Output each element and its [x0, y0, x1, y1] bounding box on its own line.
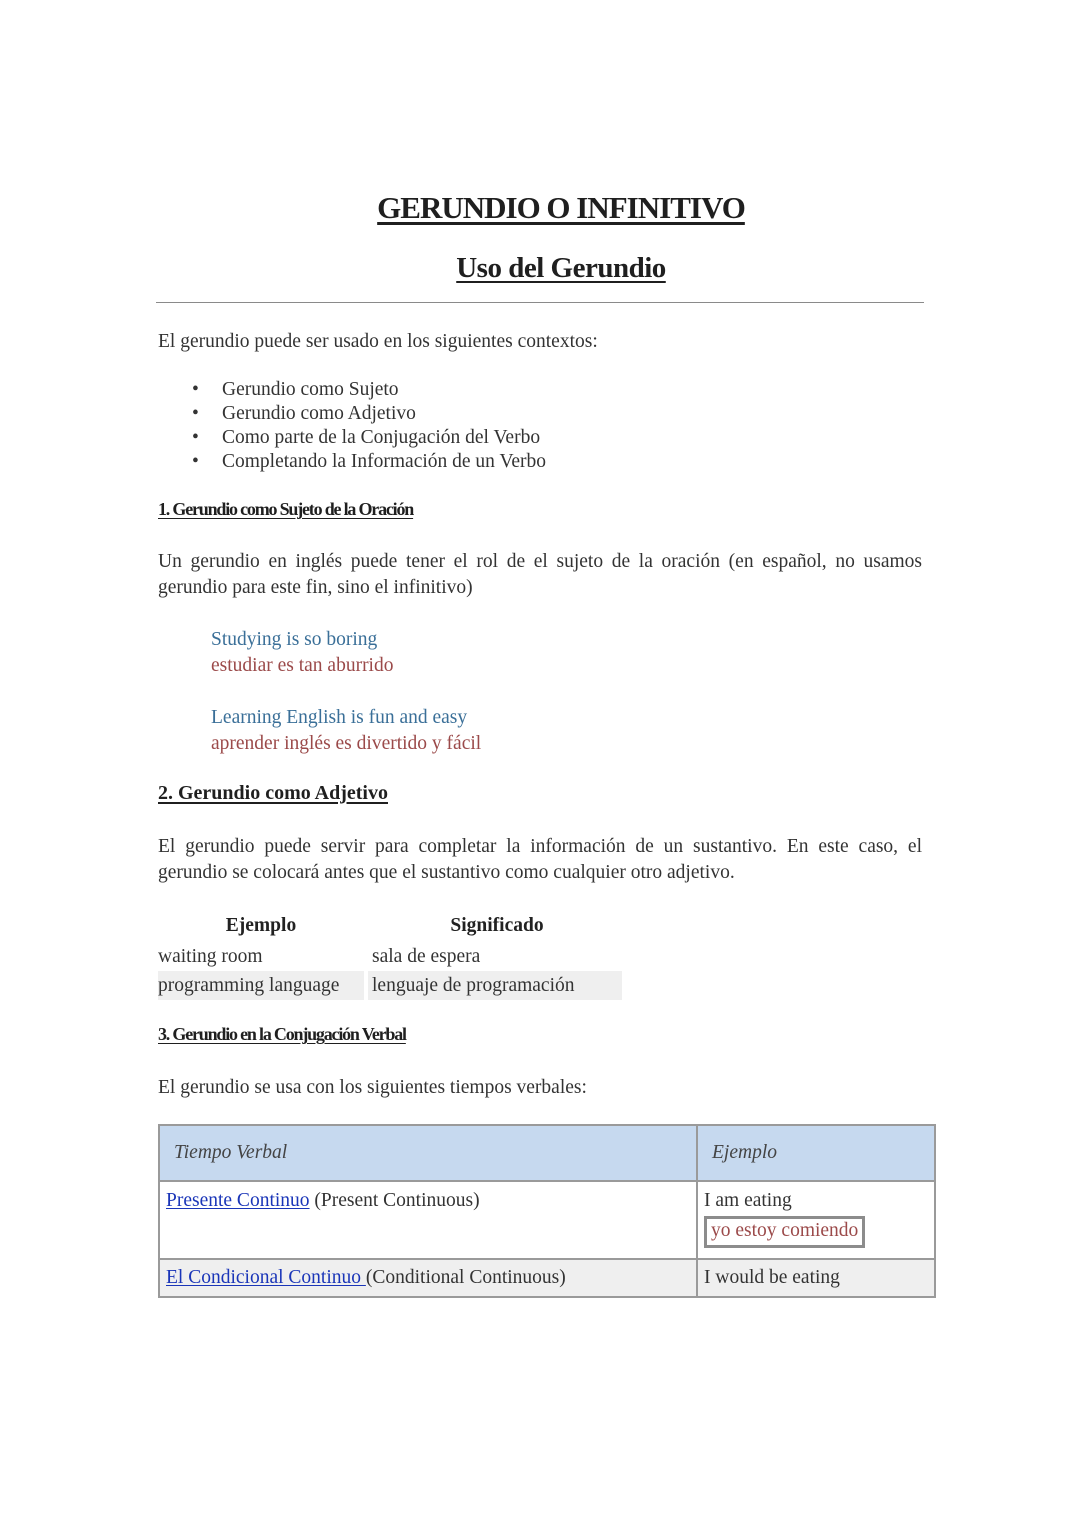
example-spanish: aprender inglés es divertido y fácil: [211, 733, 482, 754]
tense-table: [158, 1124, 936, 1298]
list-item: • Completando la Información de un Verbo: [192, 451, 547, 472]
section3-paragraph: El gerundio se usa con los siguientes tiempos verbales:: [158, 1077, 587, 1098]
table-row: [158, 942, 622, 971]
table-row: [159, 1259, 935, 1297]
table-header-row: [159, 1125, 935, 1181]
bullet-icon: •: [192, 379, 199, 400]
column-header: Tiempo Verbal: [159, 1125, 697, 1181]
example-english: Studying is so boring: [211, 629, 378, 650]
list-item: • Como parte de la Conjugación del Verbo: [192, 427, 541, 448]
column-header: Ejemplo: [225, 915, 297, 936]
table-cell: I am eating yo estoy comiendo: [697, 1181, 935, 1259]
bullet-icon: •: [192, 427, 199, 448]
adjective-table: [158, 912, 622, 1000]
list-item: • Gerundio como Adjetivo: [192, 403, 416, 424]
section1-paragraph: Un gerundio en inglés puede tener el rol de el sujeto de la oración (en español, no usamos gerundio para este fin, sino el infinitivo): [158, 551, 922, 598]
table-cell: lenguaje de programación: [368, 971, 622, 1000]
table-row: [159, 1181, 935, 1259]
table-cell: programming language: [158, 971, 364, 1000]
page-subtitle: Uso del Gerundio: [456, 252, 666, 284]
section2-heading: 2. Gerundio como Adjetivo: [158, 782, 388, 804]
translation-box: yo estoy comiendo: [704, 1216, 865, 1248]
table-cell: sala de espera: [372, 945, 481, 967]
horizontal-rule: [156, 302, 924, 303]
table-cell: El Condicional Continuo (Conditional Continuous): [159, 1259, 697, 1297]
table-header-row: [158, 912, 622, 942]
intro-paragraph: El gerundio puede ser usado en los siguientes contextos:: [158, 331, 598, 352]
section2-paragraph: El gerundio puede servir para completar la información de un sustantivo. En este caso, el gerundio se colocará antes que el sustantivo como cualquier otro adjetivo.: [158, 836, 922, 883]
table-row: [158, 971, 622, 1000]
table-cell: waiting room: [158, 945, 263, 967]
condicional-continuo-link[interactable]: El Condicional Continuo: [166, 1267, 366, 1288]
example-spanish: estudiar es tan aburrido: [211, 655, 394, 676]
column-header: Ejemplo: [697, 1125, 935, 1181]
column-header: Significado: [450, 915, 544, 936]
bullet-icon: •: [192, 451, 199, 472]
context-list: [158, 378, 546, 474]
table-cell: Presente Continuo (Present Continuous): [159, 1181, 697, 1259]
section1-heading: 1. Gerundio como Sujeto de la Oración: [158, 499, 414, 519]
bullet-icon: •: [192, 403, 199, 424]
page-title: GERUNDIO O INFINITIVO: [377, 190, 745, 225]
list-item: • Gerundio como Sujeto: [192, 379, 399, 400]
table-cell: I would be eating: [697, 1259, 935, 1297]
section3-heading: 3. Gerundio en la Conjugación Verbal: [158, 1024, 406, 1044]
presente-continuo-link[interactable]: Presente Continuo: [166, 1190, 310, 1211]
example-english: Learning English is fun and easy: [211, 707, 468, 728]
